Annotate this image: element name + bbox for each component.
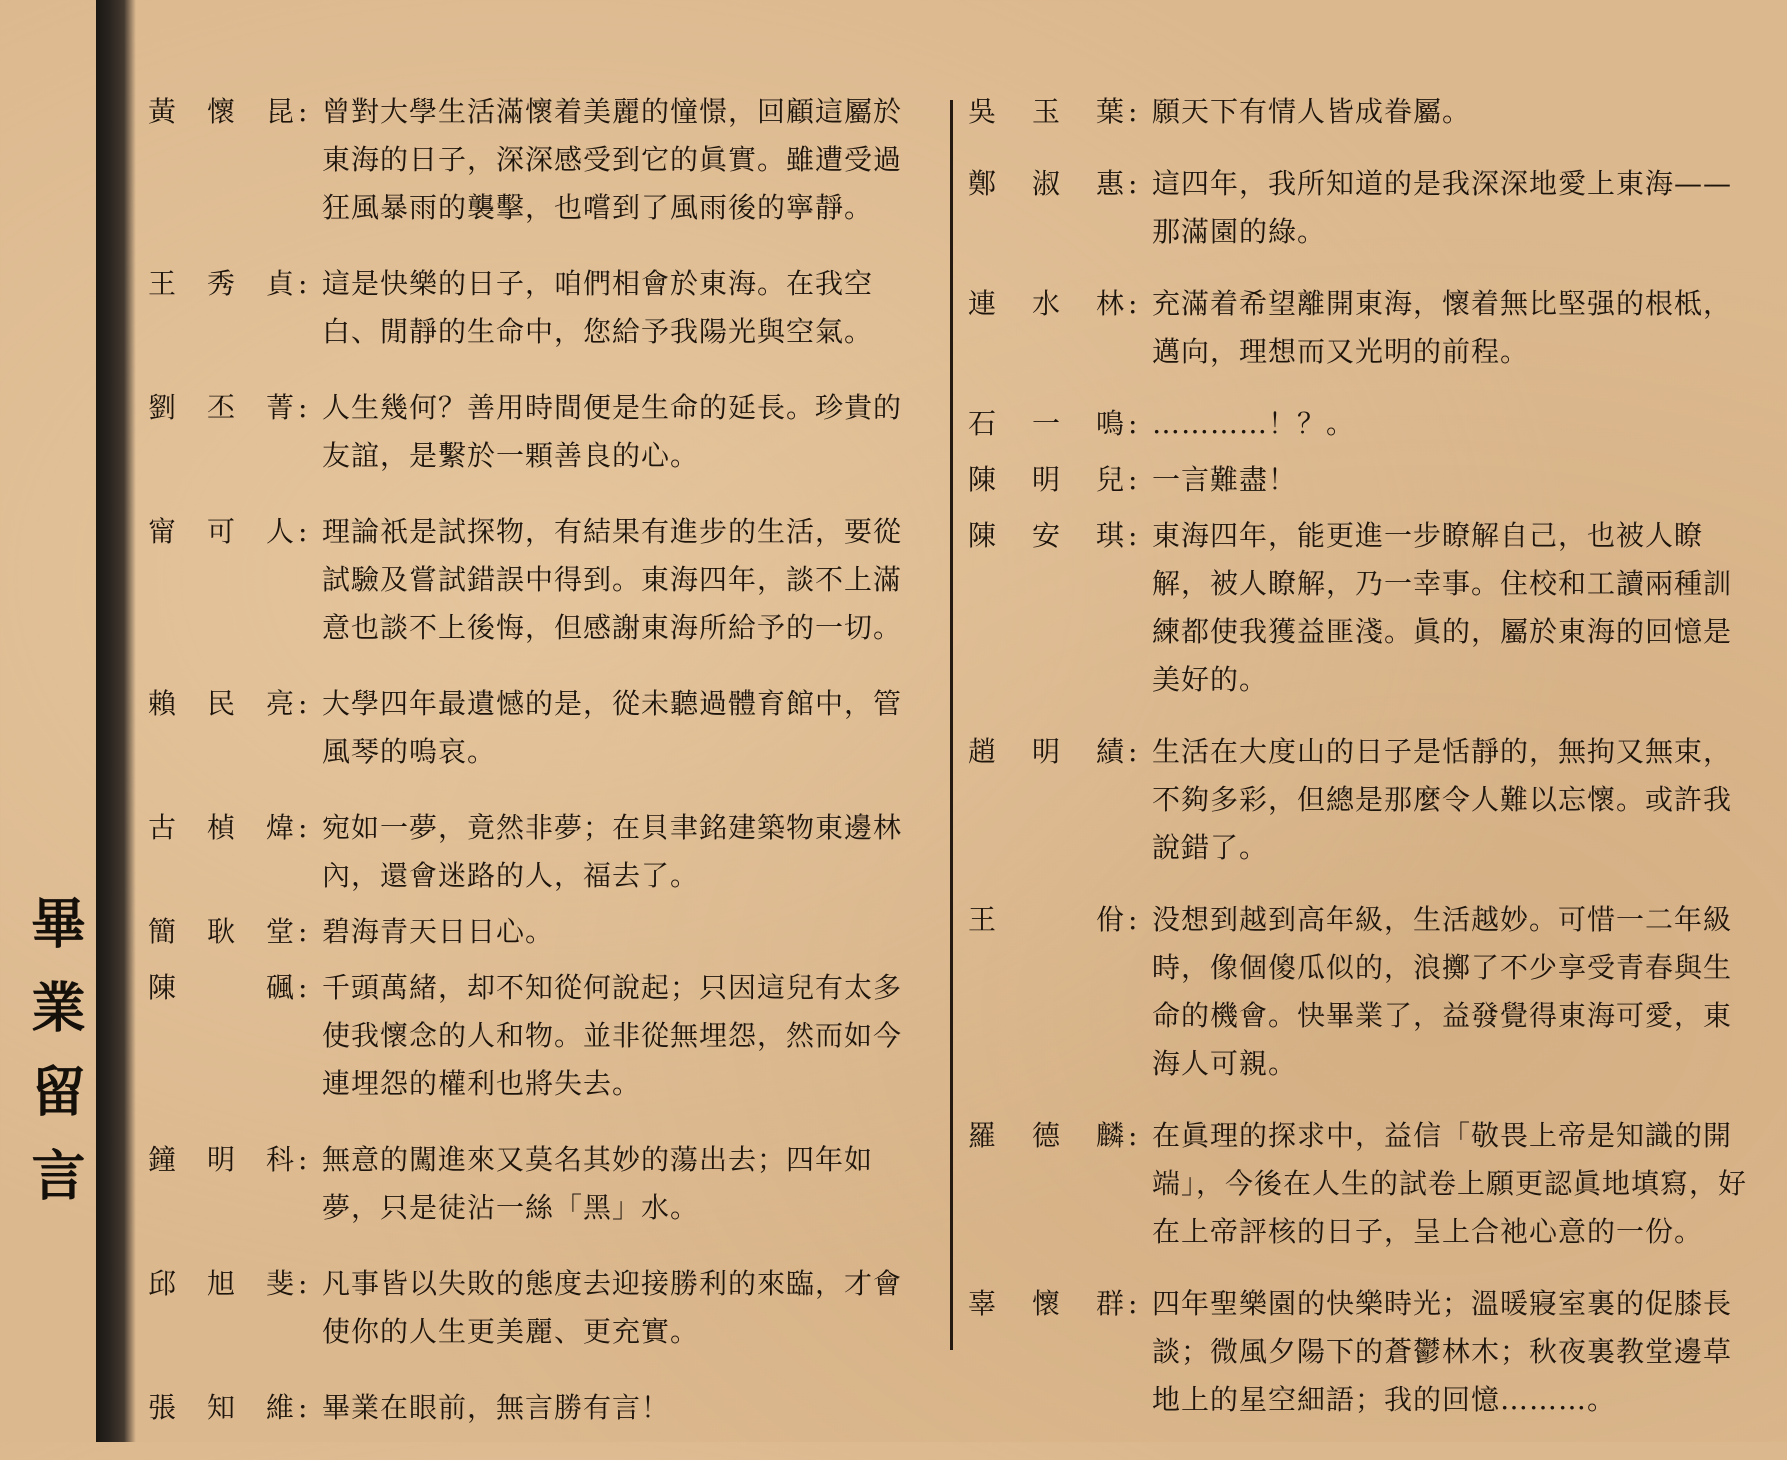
author-name: 劉 丕 菁 bbox=[148, 391, 294, 424]
author-name: 連 水 林 bbox=[968, 287, 1124, 320]
colon: : bbox=[1128, 903, 1138, 936]
message-text: 畢業在眼前，無言勝有言！ bbox=[322, 1391, 671, 1424]
colon: : bbox=[1128, 167, 1138, 200]
author-name: 石 一 鳴 bbox=[968, 407, 1124, 440]
author-name: 陳 安 琪 bbox=[968, 519, 1124, 552]
message-entry bbox=[148, 260, 930, 356]
author-name: 王 秀 貞 bbox=[148, 267, 294, 300]
message-text: 在眞理的探求中，益信「敬畏上帝是知識的開端」，今後在人生的試卷上願更認眞地填寫，好在上帝評核的日子，呈上合祂心意的一份。 bbox=[1152, 1119, 1748, 1248]
author-name: 黃 懷 昆 bbox=[148, 95, 294, 128]
message-entry bbox=[148, 384, 930, 480]
message-text: 東海四年，能更進一步瞭解自己，也被人瞭解，被人瞭解，乃一幸事。住校和工讀兩種訓練都使我獲益匪淺。眞的，屬於東海的回憶是美好的。 bbox=[1152, 519, 1733, 696]
author-name: 古 楨 煒 bbox=[148, 811, 294, 844]
author-name: 王 佾 bbox=[968, 903, 1124, 936]
message-text: 理論祇是試探物，有結果有進步的生活，要從試驗及嘗試錯誤中得到。東海四年，談不上滿意也談不上後悔，但感謝東海所給予的一切。 bbox=[322, 515, 903, 644]
author-name: 鐘 明 科 bbox=[148, 1143, 294, 1176]
message-entry bbox=[968, 400, 1748, 448]
colon: : bbox=[298, 515, 308, 548]
message-entry bbox=[968, 88, 1748, 136]
binding-spine bbox=[96, 0, 136, 1442]
colon: : bbox=[298, 391, 308, 424]
author-name: 辜 懷 群 bbox=[968, 1287, 1124, 1320]
left-column bbox=[148, 88, 930, 1460]
colon: : bbox=[298, 971, 308, 1004]
colon: : bbox=[1128, 407, 1138, 440]
message-text: 這是快樂的日子，咱們相會於東海。在我空白、閒靜的生命中，您給予我陽光與空氣。 bbox=[322, 267, 874, 348]
message-entry bbox=[968, 280, 1748, 376]
message-entry bbox=[148, 88, 930, 232]
colon: : bbox=[1128, 287, 1138, 320]
message-entry bbox=[148, 1384, 930, 1432]
message-text: 凡事皆以失敗的態度去迎接勝利的來臨，才會使你的人生更美麗、更充實。 bbox=[322, 1267, 903, 1348]
message-entry bbox=[968, 512, 1748, 704]
message-text: 一言難盡！ bbox=[1152, 463, 1298, 496]
page-title: 畢業留言 bbox=[23, 895, 86, 1231]
colon: : bbox=[298, 95, 308, 128]
author-name: 吳 玉 葉 bbox=[968, 95, 1124, 128]
author-name: 陳 明 兒 bbox=[968, 463, 1124, 496]
message-entry bbox=[148, 908, 930, 956]
message-text: 四年聖樂園的快樂時光；溫暖寢室裏的促膝長談；微風夕陽下的蒼鬱林木；秋夜裏教堂邊草地上的星空細語；我的回憶………。 bbox=[1152, 1287, 1733, 1416]
message-entry bbox=[148, 1260, 930, 1356]
message-text: 生活在大度山的日子是恬靜的，無拘又無束，不夠多彩，但總是那麼令人難以忘懷。或許我說錯了。 bbox=[1152, 735, 1733, 864]
colon: : bbox=[298, 1267, 308, 1300]
message-entry bbox=[968, 456, 1748, 504]
message-text: 碧海青天日日心。 bbox=[322, 915, 555, 948]
message-entry bbox=[968, 896, 1748, 1088]
message-entry bbox=[148, 964, 930, 1108]
author-name: 賴 民 亮 bbox=[148, 687, 294, 720]
colon: : bbox=[298, 915, 308, 948]
message-text: 千頭萬緒，却不知從何說起；只因這兒有太多使我懷念的人和物。並非從無埋怨，然而如今連埋怨的權利也將失去。 bbox=[322, 971, 903, 1100]
author-name: 張 知 維 bbox=[148, 1391, 294, 1424]
column-divider bbox=[950, 100, 953, 1350]
message-text: 没想到越到高年級，生活越妙。可惜一二年級時，像個傻瓜似的，浪擲了不少享受青春與生命的機會。快畢業了，益發覺得東海可愛，東海人可親。 bbox=[1152, 903, 1733, 1080]
colon: : bbox=[1128, 519, 1138, 552]
colon: : bbox=[298, 1143, 308, 1176]
colon: : bbox=[298, 687, 308, 720]
message-entry bbox=[968, 728, 1748, 872]
message-text: 曾對大學生活滿懷着美麗的憧憬，回顧這屬於東海的日子，深深感受到它的眞實。雖遭受過狂風暴雨的襲擊，也嚐到了風雨後的寧靜。 bbox=[322, 95, 903, 224]
colon: : bbox=[1128, 463, 1138, 496]
colon: : bbox=[298, 267, 308, 300]
colon: : bbox=[1128, 1119, 1138, 1152]
message-text: 宛如一夢，竟然非夢；在貝聿銘建築物東邊林內，還會迷路的人，福去了。 bbox=[322, 811, 903, 892]
author-name: 陳 碸 bbox=[148, 971, 294, 1004]
message-text: 無意的闖進來又莫名其妙的蕩出去；四年如夢，只是徒沾一絲「黑」水。 bbox=[322, 1143, 874, 1224]
message-entry bbox=[148, 804, 930, 900]
message-text: 大學四年最遺憾的是，從未聽過體育館中，管風琴的嗚哀。 bbox=[322, 687, 903, 768]
colon: : bbox=[1128, 1287, 1138, 1320]
author-name: 趙 明 績 bbox=[968, 735, 1124, 768]
message-text: 充滿着希望離開東海，懷着無比堅强的根柢，邁向，理想而又光明的前程。 bbox=[1152, 287, 1733, 368]
message-entry bbox=[968, 160, 1748, 256]
author-name: 羅 德 麟 bbox=[968, 1119, 1124, 1152]
right-column bbox=[968, 88, 1748, 1448]
message-entry bbox=[148, 680, 930, 776]
colon: : bbox=[298, 1391, 308, 1424]
colon: : bbox=[298, 811, 308, 844]
message-text: …………！？。 bbox=[1152, 407, 1356, 440]
message-text: 人生幾何？善用時間便是生命的延長。珍貴的友誼，是繫於一顆善良的心。 bbox=[322, 391, 903, 472]
author-name: 簡 耿 堂 bbox=[148, 915, 294, 948]
message-text: 這四年，我所知道的是我深深地愛上東海——那滿園的綠。 bbox=[1152, 167, 1733, 248]
author-name: 邱 旭 斐 bbox=[148, 1267, 294, 1300]
message-text: 願天下有情人皆成眷屬。 bbox=[1152, 95, 1472, 128]
author-name: 甯 可 人 bbox=[148, 515, 294, 548]
colon: : bbox=[1128, 735, 1138, 768]
message-entry bbox=[968, 1280, 1748, 1424]
author-name: 鄭 淑 惠 bbox=[968, 167, 1124, 200]
message-entry bbox=[148, 508, 930, 652]
colon: : bbox=[1128, 95, 1138, 128]
message-entry bbox=[148, 1136, 930, 1232]
message-entry bbox=[968, 1112, 1748, 1256]
